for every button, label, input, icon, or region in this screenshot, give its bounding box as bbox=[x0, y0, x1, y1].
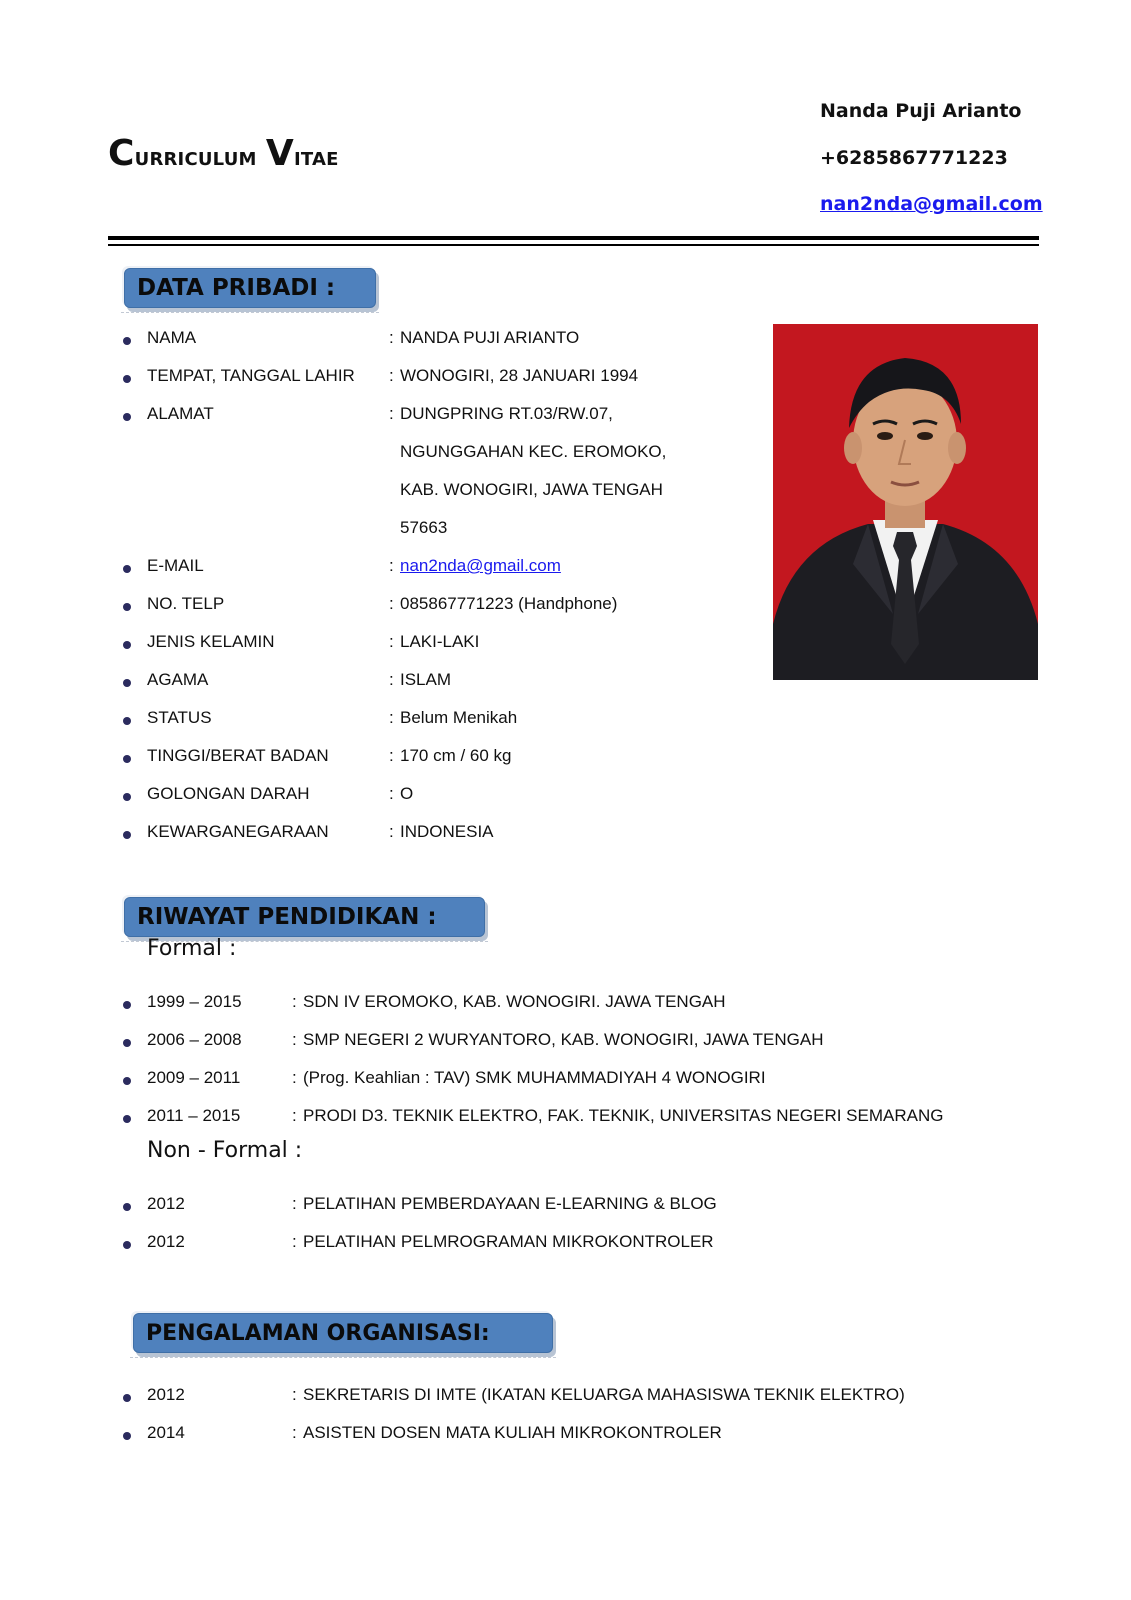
bullet-icon bbox=[123, 1039, 131, 1047]
colon: : bbox=[389, 594, 394, 613]
bullet-icon bbox=[123, 337, 131, 345]
field-label: TEMPAT, TANGGAL LAHIR bbox=[147, 366, 355, 385]
title-rest: urriculum bbox=[134, 142, 257, 172]
education-desc: SMP NEGERI 2 WURYANTORO, KAB. WONOGIRI, JAWA TENGAH bbox=[303, 1030, 824, 1049]
education-years: 2012 bbox=[147, 1194, 185, 1213]
field-value: ISLAM bbox=[400, 670, 452, 689]
education-years: 2006 – 2008 bbox=[147, 1030, 242, 1049]
field-value: NANDA PUJI ARIANTO bbox=[400, 328, 580, 347]
colon: : bbox=[389, 746, 394, 765]
contact-email-link[interactable]: nan2nda@gmail.com bbox=[820, 193, 1043, 215]
education-desc: PELATIHAN PELMROGRAMAN MIKROKONTROLER bbox=[303, 1232, 714, 1251]
organization-desc: ASISTEN DOSEN MATA KULIAH MIKROKONTROLER bbox=[303, 1423, 722, 1442]
title-cap: C bbox=[108, 133, 135, 174]
bullet-icon bbox=[123, 1241, 131, 1249]
organization-year: 2012 bbox=[147, 1385, 185, 1404]
education-years: 2011 – 2015 bbox=[147, 1106, 241, 1125]
colon: : bbox=[292, 1385, 297, 1404]
colon: : bbox=[292, 1423, 297, 1442]
field-value: O bbox=[400, 784, 414, 803]
bullet-icon bbox=[123, 1001, 131, 1009]
education-years: 2009 – 2011 bbox=[147, 1068, 241, 1087]
colon: : bbox=[389, 822, 394, 841]
education-desc: PRODI D3. TEKNIK ELEKTRO, FAK. TEKNIK, UNIVERSITAS NEGERI SEMARANG bbox=[303, 1106, 944, 1125]
field-value: 170 cm / 60 kg bbox=[400, 746, 512, 765]
colon: : bbox=[389, 632, 394, 651]
bullet-icon bbox=[123, 603, 131, 611]
address-line: 57663 bbox=[400, 518, 448, 537]
colon: : bbox=[292, 1068, 297, 1087]
section-heading-data-pribadi: DATA PRIBADI : bbox=[124, 268, 376, 308]
bullet-icon bbox=[123, 679, 131, 687]
field-label: KEWARGANEGARAAN bbox=[147, 822, 329, 841]
colon: : bbox=[292, 1106, 297, 1125]
section-heading-riwayat-pendidikan: RIWAYAT PENDIDIKAN : bbox=[124, 897, 485, 937]
field-value: INDONESIA bbox=[400, 822, 494, 841]
bullet-icon bbox=[123, 413, 131, 421]
colon: : bbox=[292, 1030, 297, 1049]
contact-name: Nanda Puji Arianto bbox=[820, 100, 1022, 122]
section-heading-pengalaman-organisasi: PENGALAMAN ORGANISASI: bbox=[133, 1313, 553, 1353]
header-divider-thick bbox=[108, 236, 1039, 240]
bullet-icon bbox=[123, 565, 131, 573]
colon: : bbox=[389, 556, 394, 575]
colon: : bbox=[389, 328, 394, 347]
education-desc: (Prog. Keahlian : TAV) SMK MUHAMMADIYAH 4 WONOGIRI bbox=[303, 1068, 766, 1087]
field-value: WONOGIRI, 28 JANUARI 1994 bbox=[400, 366, 639, 385]
bullet-icon bbox=[123, 375, 131, 383]
bullet-icon bbox=[123, 793, 131, 801]
colon: : bbox=[389, 404, 394, 423]
education-years: 1999 – 2015 bbox=[147, 992, 242, 1011]
nonformal-subheading: Non - Formal : bbox=[147, 1138, 303, 1163]
colon: : bbox=[292, 1232, 297, 1251]
colon: : bbox=[292, 1194, 297, 1213]
field-label: E-MAIL bbox=[147, 556, 204, 575]
formal-subheading: Formal : bbox=[147, 936, 237, 961]
field-label: NAMA bbox=[147, 328, 197, 347]
colon: : bbox=[389, 708, 394, 727]
address-line: KAB. WONOGIRI, JAWA TENGAH bbox=[400, 480, 663, 499]
field-label: AGAMA bbox=[147, 670, 209, 689]
title-cap: V bbox=[265, 133, 294, 174]
bullet-icon bbox=[123, 717, 131, 725]
organization-year: 2014 bbox=[147, 1423, 185, 1442]
field-value: LAKI-LAKI bbox=[400, 632, 480, 651]
colon: : bbox=[389, 366, 394, 385]
profile-photo bbox=[773, 324, 1038, 680]
bullet-icon bbox=[123, 641, 131, 649]
bullet-icon bbox=[123, 1203, 131, 1211]
bullet-icon bbox=[123, 1432, 131, 1440]
bullet-icon bbox=[123, 1077, 131, 1085]
email-link[interactable]: nan2nda@gmail.com bbox=[400, 556, 561, 575]
education-desc: PELATIHAN PEMBERDAYAAN E-LEARNING & BLOG bbox=[303, 1194, 717, 1213]
address-line: NGUNGGAHAN KEC. EROMOKO, bbox=[400, 442, 667, 461]
field-label: GOLONGAN DARAH bbox=[147, 784, 310, 803]
field-label: NO. TELP bbox=[147, 594, 225, 613]
field-label: JENIS KELAMIN bbox=[147, 632, 275, 651]
cv-title bbox=[108, 133, 339, 174]
organization-desc: SEKRETARIS DI IMTE (IKATAN KELUARGA MAHASISWA TEKNIK ELEKTRO) bbox=[303, 1385, 905, 1404]
colon: : bbox=[389, 784, 394, 803]
contact-phone: +6285867771223 bbox=[820, 147, 1008, 169]
field-value: Belum Menikah bbox=[400, 708, 518, 727]
colon: : bbox=[389, 670, 394, 689]
header-divider-thin bbox=[108, 244, 1039, 246]
bullet-icon bbox=[123, 755, 131, 763]
field-label: STATUS bbox=[147, 708, 212, 727]
field-value: 085867771223 (Handphone) bbox=[400, 594, 618, 613]
colon: : bbox=[292, 992, 297, 1011]
bullet-icon bbox=[123, 1115, 131, 1123]
field-label: TINGGI/BERAT BADAN bbox=[147, 746, 329, 765]
title-rest: itae bbox=[293, 142, 339, 172]
education-years: 2012 bbox=[147, 1232, 185, 1251]
field-label: ALAMAT bbox=[147, 404, 214, 423]
bullet-icon bbox=[123, 1394, 131, 1402]
education-desc: SDN IV EROMOKO, KAB. WONOGIRI. JAWA TENGAH bbox=[303, 992, 726, 1011]
bullet-icon bbox=[123, 831, 131, 839]
field-value: DUNGPRING RT.03/RW.07, bbox=[400, 404, 613, 423]
